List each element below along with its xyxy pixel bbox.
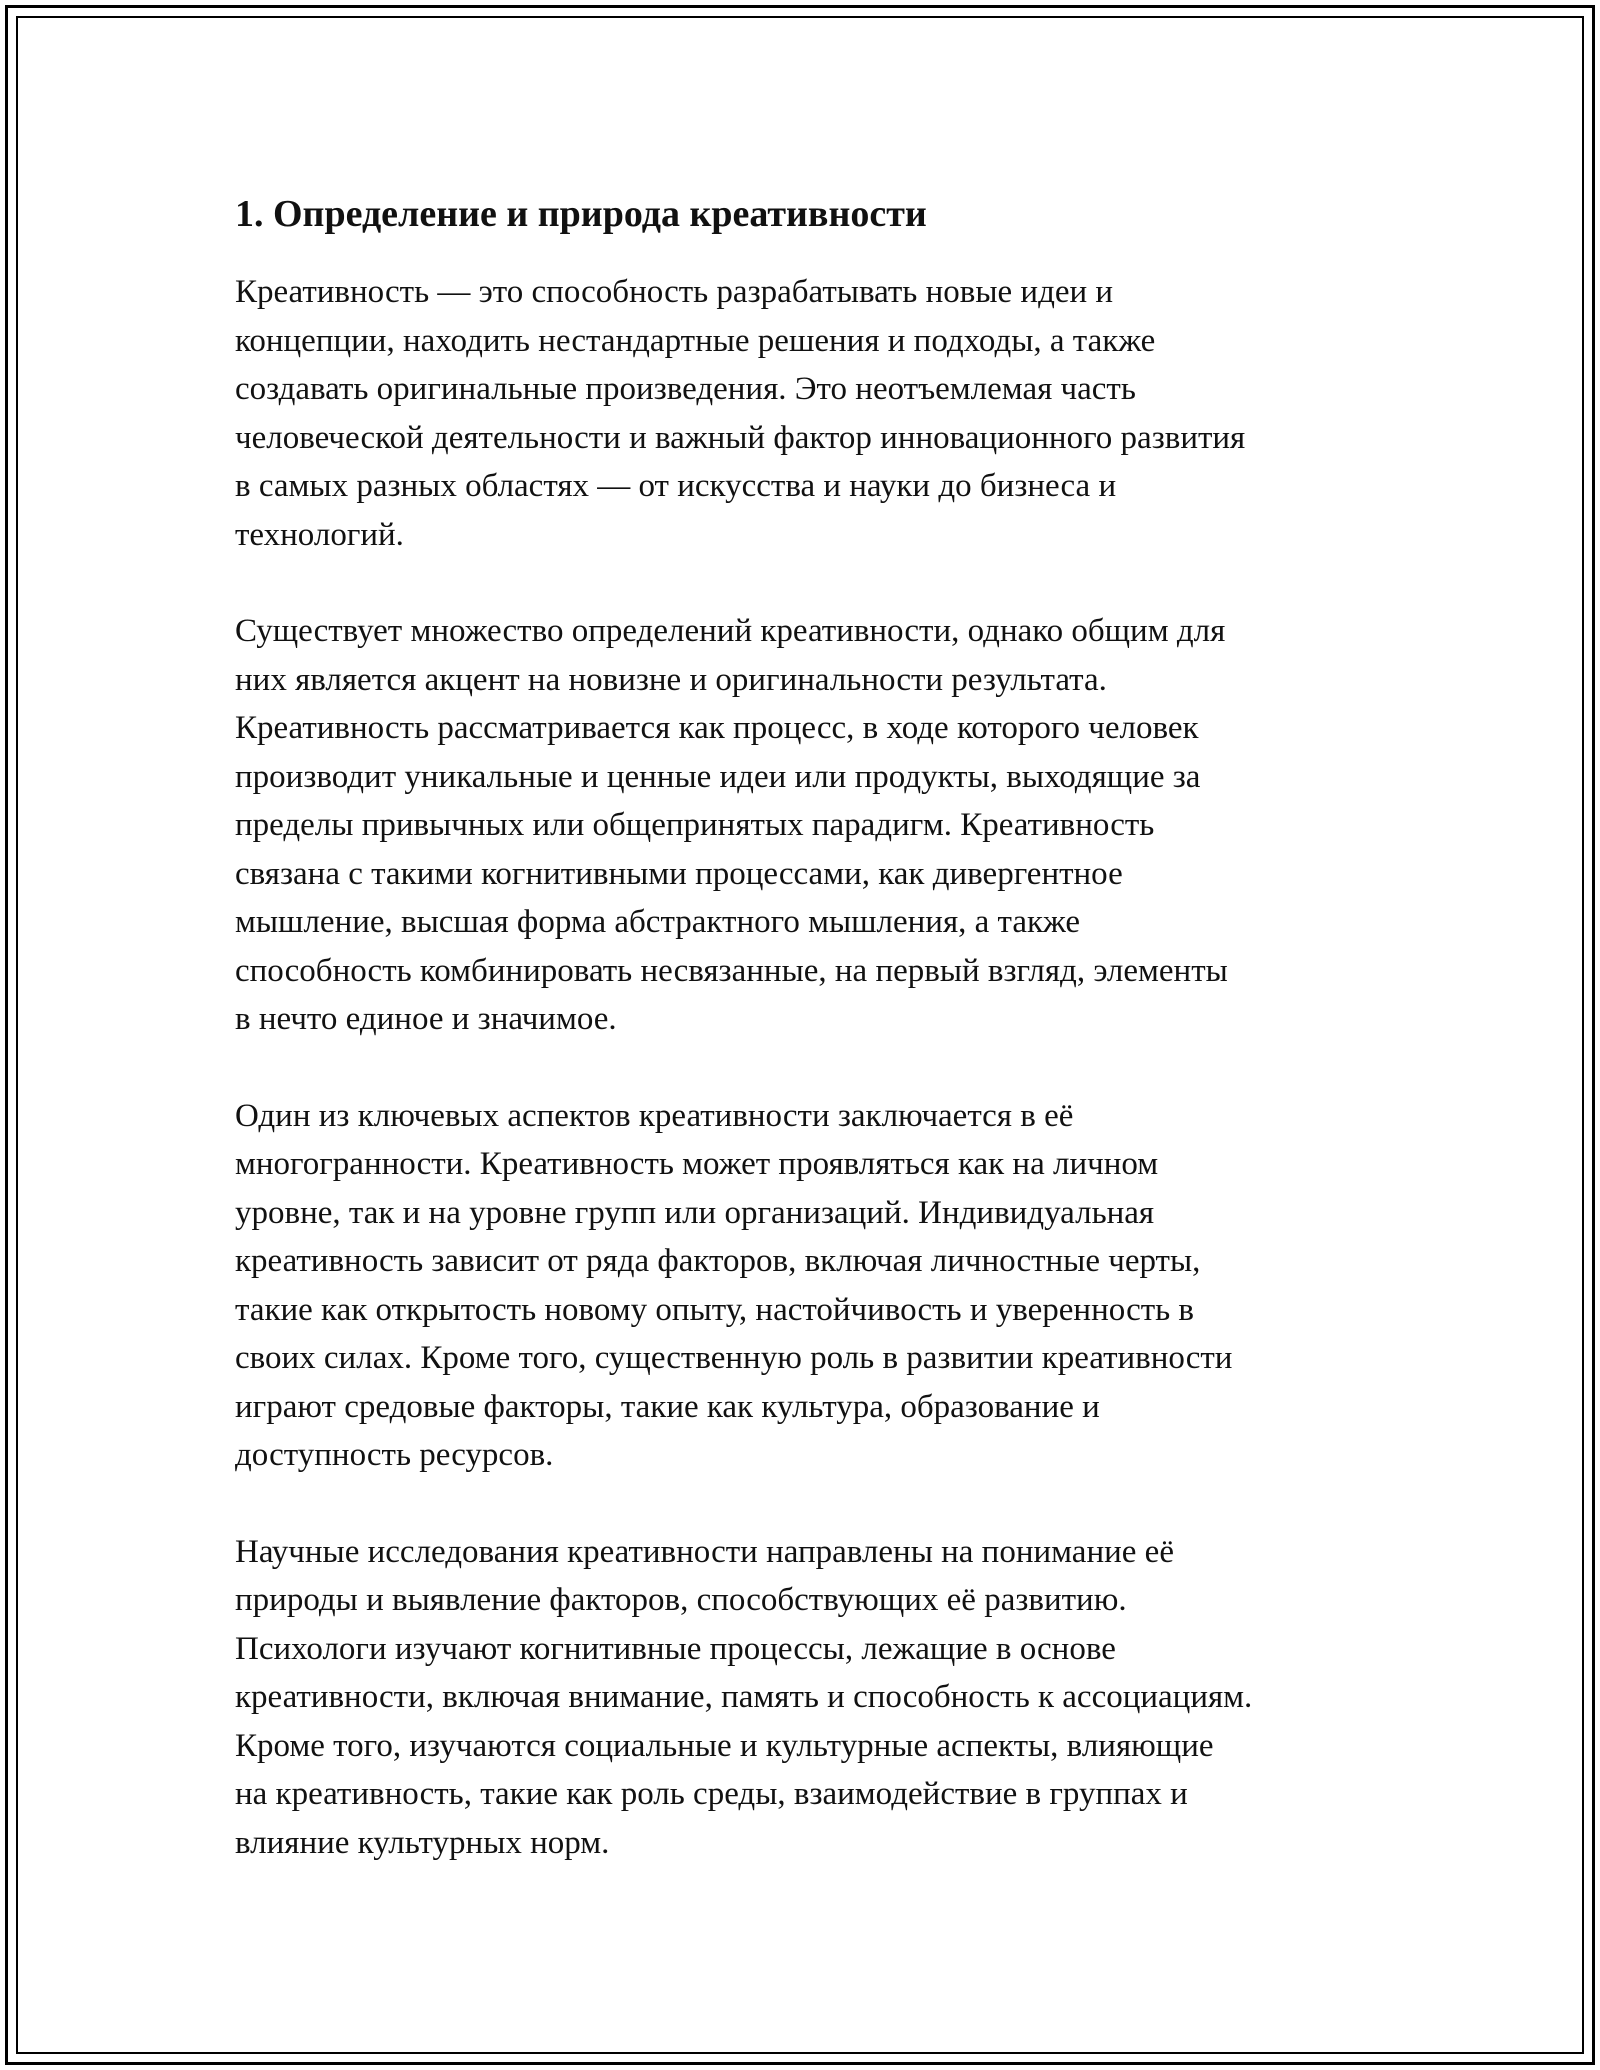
text-line: Креативность — это способность разрабатывать новые идеи и: [235, 274, 1114, 310]
paragraph: [235, 1528, 1385, 1868]
text-line: в нечто единое и значимое.: [235, 1001, 617, 1037]
text-line: доступность ресурсов.: [235, 1437, 554, 1473]
text-line: человеческой деятельности и важный фактор инновационного развития: [235, 419, 1246, 456]
text-line: креативность зависит от ряда факторов, включая личностные черты,: [235, 1243, 1201, 1279]
text-line: Кроме того, изучаются социальные и культурные аспекты, влияющие: [235, 1727, 1214, 1764]
text-line: влияние культурных норм.: [235, 1824, 610, 1861]
text-line: производит уникальные и ценные идеи или продукты, выходящие за: [235, 758, 1201, 795]
text-line: креативности, включая внимание, память и способность к ассоциациям.: [235, 1679, 1253, 1715]
text-line: них является акцент на новизне и оригинальности результата.: [235, 661, 1107, 698]
paragraph: [235, 268, 1385, 559]
text-line: многогранности. Креативность может проявляться как на личном: [235, 1146, 1159, 1182]
text-line: в самых разных областях — от искусства и науки до бизнеса и: [235, 468, 1117, 504]
text-line: Научные исследования креативности направлены на понимание её: [235, 1533, 1174, 1570]
text-line: способность комбинировать несвязанные, на первый взгляд, элементы: [235, 952, 1228, 989]
text-line: природы и выявление факторов, способствующих её развитию.: [235, 1582, 1127, 1618]
text-line: такие как открытость новому опыту, настойчивость и уверенность в: [235, 1291, 1195, 1328]
text-line: своих силах. Кроме того, существенную роль в развитии креативности: [235, 1340, 1233, 1376]
text-line: Психологи изучают когнитивные процессы, лежащие в основе: [235, 1630, 1116, 1667]
text-line: уровне, так и на уровне групп или организаций. Индивидуальная: [235, 1194, 1155, 1231]
text-line: на креативность, такие как роль среды, взаимодействие в группах и: [235, 1776, 1188, 1812]
text-line: связана с такими когнитивными процессами, как дивергентное: [235, 855, 1123, 892]
text-line: пределы привычных или общепринятых парадигм. Креативность: [235, 807, 1155, 843]
text-line: концепции, находить нестандартные решения и подходы, а также: [235, 322, 1156, 359]
paragraph: [235, 1092, 1385, 1480]
text-line: технологий.: [235, 516, 404, 553]
text-line: мышление, высшая форма абстрактного мышления, а также: [235, 904, 1081, 940]
paragraph: [235, 607, 1385, 1044]
document-body: [235, 188, 1385, 1915]
text-line: Один из ключевых аспектов креативности заключается в её: [235, 1097, 1074, 1134]
text-line: Существует множество определений креативности, однако общим для: [235, 613, 1226, 649]
text-line: создавать оригинальные произведения. Это неотъемлемая часть: [235, 371, 1136, 407]
text-line: играют средовые факторы, такие как культура, образование и: [235, 1388, 1100, 1425]
section-heading: 1. Определение и природа креативности: [235, 193, 927, 235]
text-line: Креативность рассматривается как процесс, в ходе которого человек: [235, 710, 1199, 746]
